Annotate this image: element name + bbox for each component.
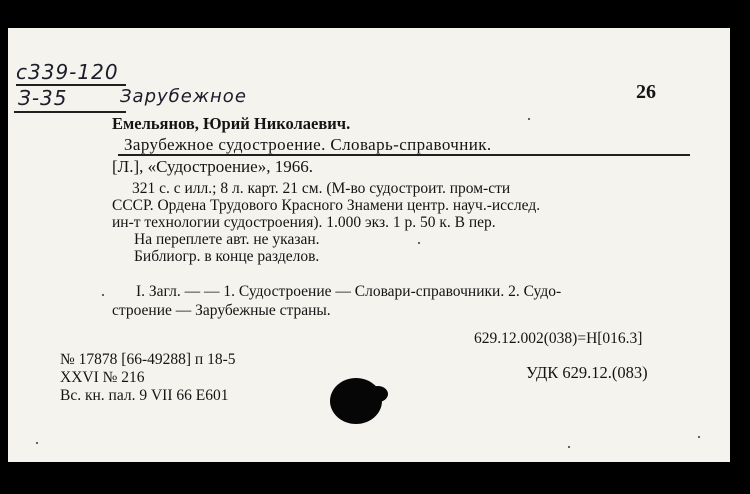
title-line-2: [Л.], «Судостроение», 1966. — [112, 157, 313, 176]
tracings-line-1: I. Загл. — — 1. Судостроение — Словари-справочники. 2. Судо- — [136, 283, 562, 300]
description-line-2: СССР. Ордена Трудового Красного Знамени центр. науч.-исслед. — [112, 197, 541, 214]
catalog-card — [8, 28, 730, 462]
title-line-1: Зарубежное судостроение. Словарь-справочник. — [124, 135, 492, 154]
paper-speck — [528, 118, 530, 120]
description-line-3: ин-т технологии судостроения). 1.000 экз. 1 р. 50 к. В пер. — [112, 214, 496, 231]
title-underline — [118, 154, 690, 156]
handwritten-shelf-mark: c339-120 — [16, 60, 119, 84]
paper-speck — [102, 294, 104, 296]
description-line-5: Библиогр. в конце разделов. — [134, 248, 320, 265]
paper-speck — [698, 436, 700, 438]
card-number: 26 — [636, 81, 656, 103]
ink-blot-edge — [368, 386, 388, 402]
tracings-line-2: строение — Зарубежные страны. — [112, 302, 331, 319]
publisher-info-line-3: Вс. кн. пал. 9 VII 66 Е601 — [60, 387, 229, 404]
classification-code: 629.12.002(038)=Н[016.3] — [474, 330, 643, 347]
call-number-underline — [14, 111, 126, 113]
paper-speck — [36, 442, 38, 444]
publisher-info-line-1: № 17878 [66-49288] п 18-5 — [60, 351, 236, 368]
author-heading: Емельянов, Юрий Николаевич. — [112, 114, 351, 133]
publisher-info-line-2: XXVI № 216 — [60, 369, 145, 386]
handwritten-title-note: Зарубежное — [120, 86, 247, 107]
description-line-1: 321 с. с илл.; 8 л. карт. 21 см. (М-во судостроит. пром-сти — [132, 180, 511, 197]
paper-speck — [418, 242, 420, 244]
handwritten-call-number: З-35 — [18, 86, 68, 110]
udc-code: УДК 629.12.(083) — [526, 363, 648, 382]
description-line-4: На переплете авт. не указан. — [134, 231, 320, 248]
paper-speck — [568, 446, 570, 448]
